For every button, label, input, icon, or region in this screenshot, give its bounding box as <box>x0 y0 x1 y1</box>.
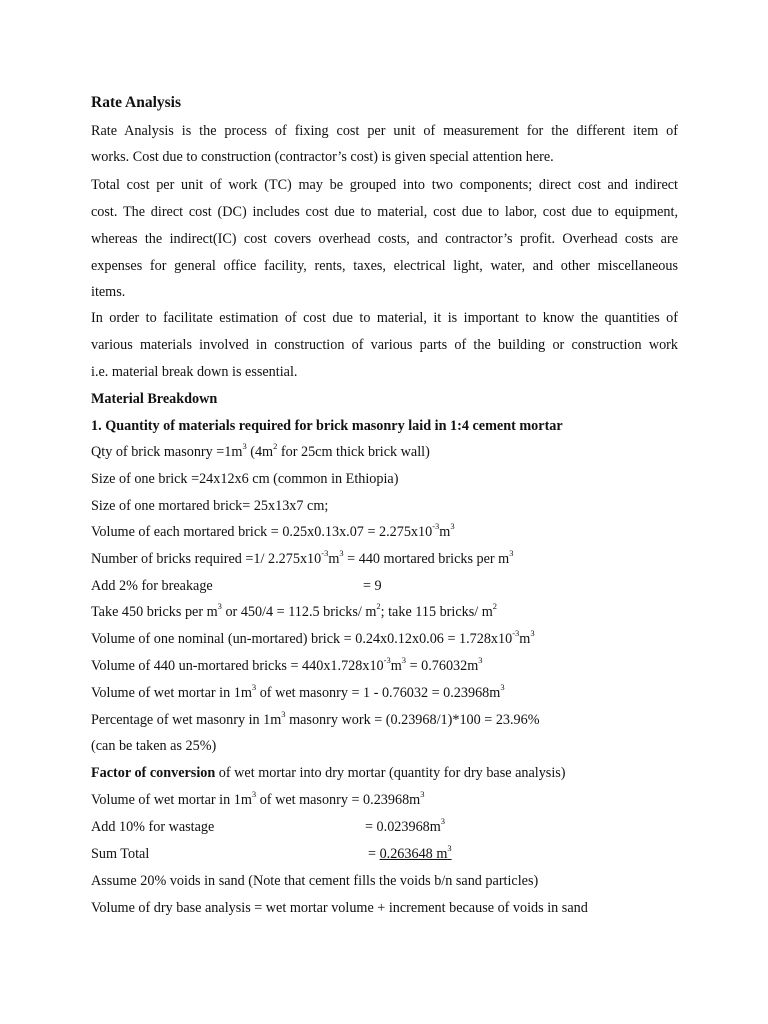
breakage-label: Add 2% for breakage <box>91 578 213 594</box>
volume-wet-mortar-line: Volume of wet mortar in $1m^3$ of wet masonry = $1 - 0.76032 = 0.23968m^3$ <box>91 682 505 701</box>
paragraph-line: In order to facilitate estimation of cost due to material, it is important to know the quantities of <box>91 310 678 326</box>
number-bricks-line: Number of bricks required =1/ $2.275x10^{-3}m^3 = 440$ mortared bricks per $m^3$ <box>91 548 514 567</box>
paragraph-line: expenses for general office facility, rents, taxes, electrical light, water, and other miscellaneous <box>91 258 678 274</box>
paragraph-line: whereas the indirect(IC) cost covers overhead costs, and contractor’s profit. Overhead costs are <box>91 231 678 247</box>
volume-440-line: Volume of 440 un-mortared bricks = $440x1.728x10^{-3}m^3 = 0.76032m^3$ <box>91 655 483 674</box>
brick-size-line: Size of one brick =24x12x6 cm (common in Ethiopia) <box>91 471 399 487</box>
dry-base-line: Volume of dry base analysis = wet mortar volume + increment because of voids in sand <box>91 900 588 916</box>
take-bricks-line: Take 450 bricks per $m^3$ or 450/4 = 112.5 bricks/ $m^2$; take 115 bricks/ $m^2$ <box>91 601 498 620</box>
breakage-value: = 9 <box>363 578 382 594</box>
paragraph-line: items. <box>91 284 126 300</box>
volume-nominal-line: Volume of one nominal (un-mortared) brick = $0.24x0.12x0.06 = 1.728x10^{-3}m^3$ <box>91 628 535 647</box>
paragraph-line: various materials involved in construction of various parts of the building or construction work <box>91 337 678 353</box>
factor-line: Factor of conversion of wet mortar into dry mortar (quantity for dry base analysis) <box>91 765 566 781</box>
percentage-line: Percentage of wet masonry in $1m^3$ masonry work = (0.23968/1)*100 = 23.96% <box>91 709 540 728</box>
voids-line: Assume 20% voids in sand (Note that cement fills the voids b/n sand particles) <box>91 873 539 889</box>
wastage-label: Add 10% for wastage <box>91 819 215 835</box>
wastage-value: = $0.023968m^3$ <box>365 816 446 835</box>
document-title: Rate Analysis <box>91 94 181 111</box>
volume-wet-mortar-line-2: Volume of wet mortar in $1m^3$ of wet masonry = $0.23968m^3$ <box>91 789 425 808</box>
item-heading: 1. Quantity of materials required for brick masonry laid in 1:4 cement mortar <box>91 418 563 434</box>
paragraph-line: works. Cost due to construction (contractor’s cost) is given special attention here. <box>91 149 554 165</box>
volume-each-line: Volume of each mortared brick = $0.25x0.13x.07 = 2.275x10^{-3}m^3$ <box>91 521 455 540</box>
qty-line: Qty of brick masonry $=1m^3$ ($4m^2$ for 25cm thick brick wall) <box>91 441 430 460</box>
paragraph-line: cost. The direct cost (DC) includes cost due to material, cost due to labor, cost due to equipment, <box>91 204 678 220</box>
paragraph-line: Total cost per unit of work (TC) may be grouped into two components; direct cost and indirect <box>91 177 678 193</box>
taken-as-line: (can be taken as 25%) <box>91 738 217 754</box>
sum-total-value: = 0.263648 $m^3$ <box>368 843 452 862</box>
mortared-size-line: Size of one mortared brick= 25x13x7 cm; <box>91 498 329 514</box>
sum-total-label: Sum Total <box>91 846 150 862</box>
paragraph-line: Rate Analysis is the process of fixing cost per unit of measurement for the different item of <box>91 123 678 139</box>
paragraph-line: i.e. material break down is essential. <box>91 364 298 380</box>
section-heading: Material Breakdown <box>91 391 218 407</box>
